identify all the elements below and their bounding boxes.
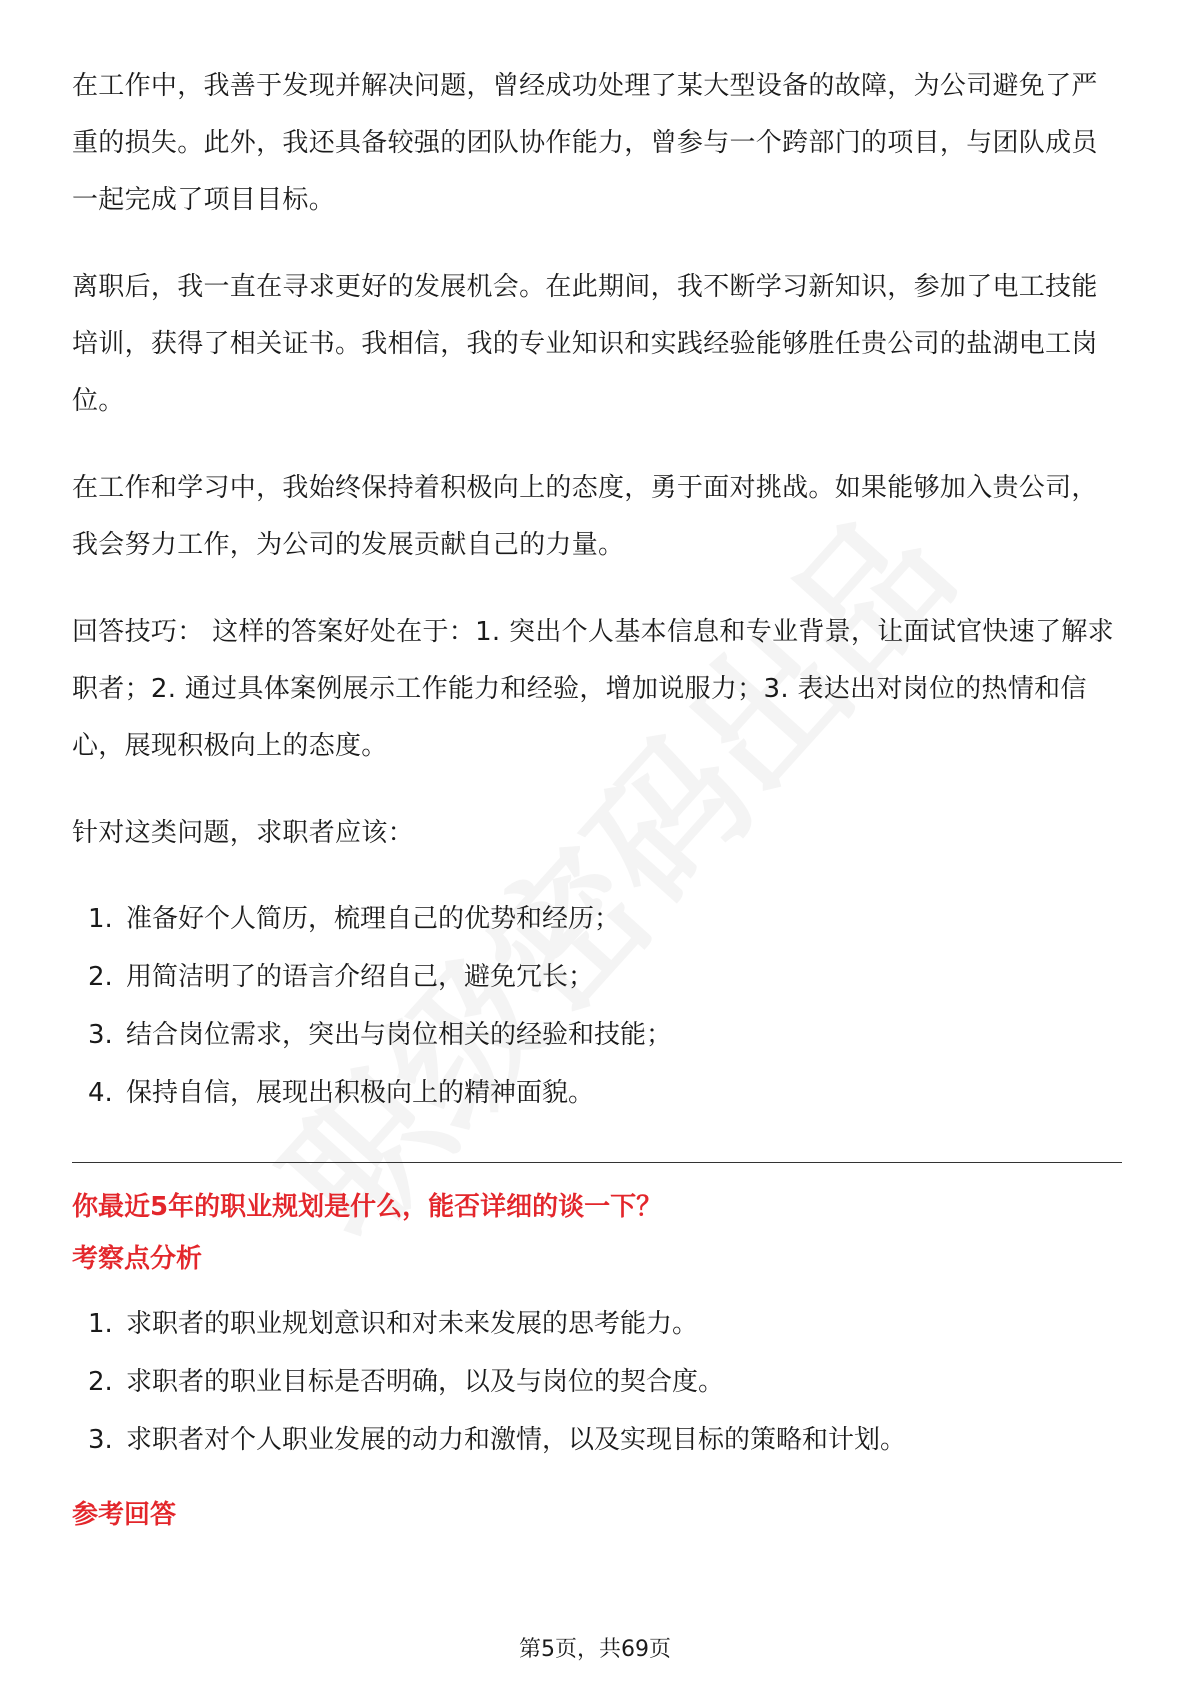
list-number: 3. — [88, 1020, 113, 1050]
paragraph-attitude: 在工作和学习中，我始终保持着积极向上的态度，勇于面对挑战。如果能够加入贵公司，我会努力工作，为公司的发展贡献自己的力量。 — [72, 473, 1098, 560]
list-number: 1. — [88, 904, 113, 934]
reference-answer-heading: 参考回答 — [72, 1500, 177, 1530]
section-divider — [72, 1162, 1122, 1163]
paragraph-answer-tips: 回答技巧： 这样的答案好处在于：1. 突出个人基本信息和专业背景，让面试官快速了解求职者；2. 通过具体案例展示工作能力和经验，增加说服力；3. 表达出对岗位的热情和信心，展现积极向上的态度。 — [72, 617, 1114, 761]
list-text: 求职者的职业规划意识和对未来发展的思考能力。 — [126, 1309, 699, 1339]
list-text: 求职者对个人职业发展的动力和激情，以及实现目标的策略和计划。 — [126, 1425, 907, 1455]
list-item — [88, 1006, 1122, 1064]
paragraph-advice-intro: 针对这类问题，求职者应该： — [72, 818, 414, 848]
list-item — [88, 1295, 1122, 1353]
document-body — [72, 58, 1122, 1551]
list-number: 1. — [88, 1309, 113, 1339]
list-text: 保持自信，展现出积极向上的精神面貌。 — [126, 1078, 595, 1108]
analysis-list — [72, 1295, 1122, 1469]
list-item — [88, 890, 1122, 948]
paragraph-after-resignation: 离职后，我一直在寻求更好的发展机会。在此期间，我不断学习新知识，参加了电工技能培训，获得了相关证书。我相信，我的专业知识和实践经验能够胜任贵公司的盐湖电工岗位。 — [72, 272, 1098, 416]
advice-list — [72, 890, 1122, 1122]
list-text: 准备好个人简历，梳理自己的优势和经历； — [126, 904, 621, 934]
list-text: 用简洁明了的语言介绍自己，避免冗长； — [126, 962, 595, 992]
list-number: 3. — [88, 1425, 113, 1455]
list-text: 求职者的职业目标是否明确，以及与岗位的契合度。 — [126, 1367, 725, 1397]
analysis-heading: 考察点分析 — [72, 1244, 203, 1274]
list-number: 4. — [88, 1078, 113, 1108]
question-heading: 你最近5年的职业规划是什么，能否详细的谈一下？ — [72, 1192, 663, 1222]
list-item — [88, 948, 1122, 1006]
list-item — [88, 1411, 1122, 1469]
list-item — [88, 1064, 1122, 1122]
list-text: 结合岗位需求，突出与岗位相关的经验和技能； — [126, 1020, 673, 1050]
list-number: 2. — [88, 962, 113, 992]
list-number: 2. — [88, 1367, 113, 1397]
paragraph-work-experience: 在工作中，我善于发现并解决问题，曾经成功处理了某大型设备的故障，为公司避免了严重的损失。此外，我还具备较强的团队协作能力，曾参与一个跨部门的项目，与团队成员一起完成了项目目标。 — [72, 71, 1098, 215]
page-number: 第5页，共69页 — [519, 1637, 671, 1662]
list-item — [88, 1353, 1122, 1411]
